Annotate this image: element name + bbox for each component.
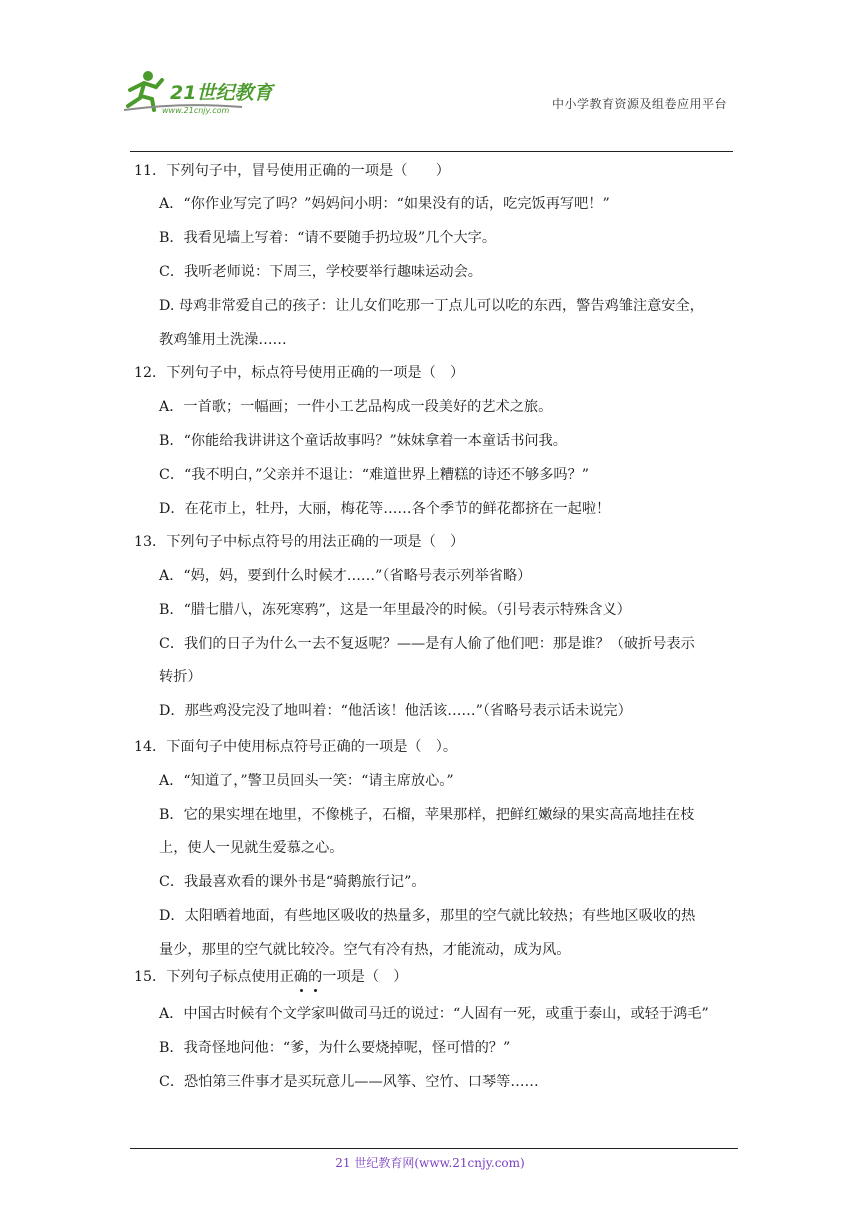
emphasis-dot xyxy=(300,989,303,992)
question-stem: 14．下面句子中使用标点符号正确的一项是（ ）。 xyxy=(134,739,458,755)
logo-url: www.21cnjy.com xyxy=(162,106,230,115)
option-line: D．太阳晒着地面，有些地区吸收的热量多，那里的空气就比较热；有些地区吸收的热 xyxy=(159,908,696,924)
option-line: B．我奇怪地问他：“爹，为什么要烧掉呢，怪可惜的？” xyxy=(159,1040,511,1056)
logo-icon xyxy=(122,66,292,116)
footer-text: 21 世纪教育网(www.21cnjy.com) xyxy=(335,1156,525,1170)
option-line: B．“腊七腊八，冻死寒鸦”，这是一年里最冷的时候。（引号表示特殊含义） xyxy=(159,602,631,618)
option-line: A．“妈，妈，要到什么时候才……”（省略号表示列举省略） xyxy=(159,568,532,584)
option-line: D. 母鸡非常爱自己的孩子：让儿女们吃那一丁点儿可以吃的东西，警告鸡雏注意安全， xyxy=(159,298,704,314)
footer-divider xyxy=(130,1148,738,1149)
option-line: D．那些鸡没完没了地叫着：“他活该！他活该……”（省略号表示话未说完） xyxy=(159,703,632,719)
option-line: A．“知道了，”警卫员回头一笑：“请主席放心。” xyxy=(159,773,454,789)
logo-title: 21世纪教育 xyxy=(170,82,273,104)
logo xyxy=(122,66,292,116)
option-line: B．我看见墙上写着：“请不要随手扔垃圾”几个大字。 xyxy=(159,230,497,246)
option-line: A．“你作业写完了吗？”妈妈问小明：“如果没有的话，吃完饭再写吧！” xyxy=(159,196,610,212)
option-line: C．我听老师说：下周三，学校要举行趣味运动会。 xyxy=(159,264,482,280)
option-line: C．“我不明白，”父亲并不退让：“难道世界上糟糕的诗还不够多吗？” xyxy=(159,467,590,483)
option-line: A．一首歌；一幅画；一件小工艺品构成一段美好的艺术之旅。 xyxy=(159,399,553,415)
option-line: C．我最喜欢看的课外书是“骑鹅旅行记”。 xyxy=(159,874,426,890)
emphasis-dot xyxy=(314,989,317,992)
option-line: 转折） xyxy=(159,669,202,685)
question-stem: 13．下列句子中标点符号的用法正确的一项是（ ） xyxy=(134,534,465,550)
page-header xyxy=(0,0,860,160)
option-line: C．恐怕第三件事才是买玩意儿——风筝、空竹、口琴等…… xyxy=(159,1074,539,1090)
option-line: D．在花市上，牡丹，大丽，梅花等……各个季节的鲜花都挤在一起啦！ xyxy=(159,501,611,517)
option-line: 上，使人一见就生爱慕之心。 xyxy=(159,840,344,856)
question-stem: 12．下列句子中，标点符号使用正确的一项是（ ） xyxy=(134,365,465,381)
option-line: C．我们的日子为什么一去不复返呢？——是有人偷了他们吧：那是谁？（破折号表示 xyxy=(159,636,695,652)
question-stem: 11．下列句子中，冒号使用正确的一项是（ ） xyxy=(134,163,450,179)
option-line: 量少，那里的空气就比较冷。空气有冷有热，才能流动，成为风。 xyxy=(159,942,571,958)
option-line: 教鸡雏用土洗澡…… xyxy=(159,332,287,348)
option-line: B．它的果实埋在地里，不像桃子，石榴，苹果那样，把鲜红嫩绿的果实高高地挂在枝 xyxy=(159,807,695,823)
platform-title: 中小学教育资源及组卷应用平台 xyxy=(551,97,727,111)
option-line: B．“你能给我讲讲这个童话故事吗？”妹妹拿着一本童话书问我。 xyxy=(159,433,567,449)
header-divider xyxy=(130,151,733,152)
question-stem: 15．下列句子标点使用正确的一项是（ ） xyxy=(134,969,408,985)
option-line: A．中国古时候有个文学家叫做司马迁的说过：“人固有一死，或重于泰山，或轻于鸿毛” xyxy=(159,1006,709,1022)
